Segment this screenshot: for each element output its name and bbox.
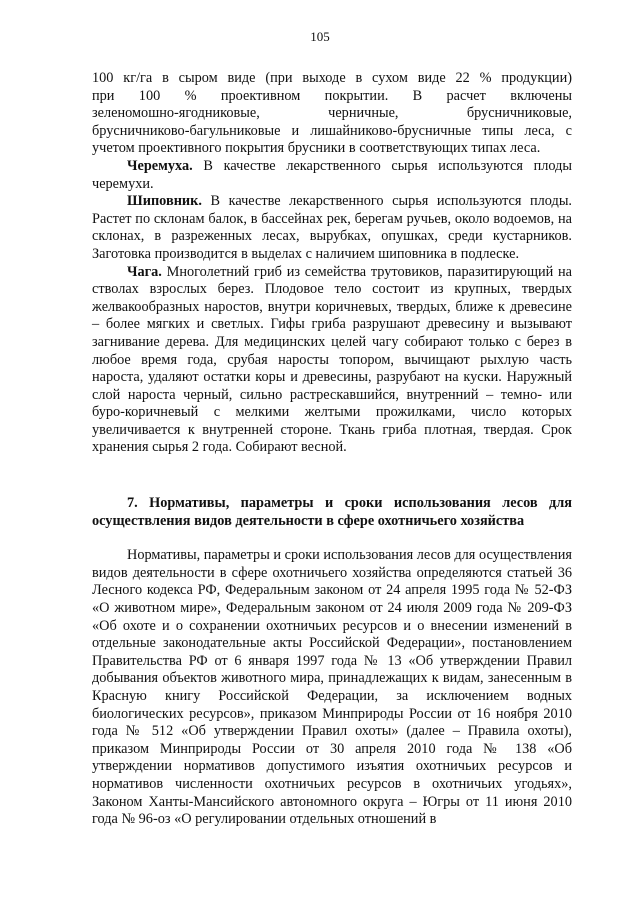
term-chaga: Чага. [127, 263, 162, 280]
text-line: при 100 % проективном покрытии. В расчет включены [92, 87, 572, 104]
paragraph-text: В качестве лекарственного сырья используются плоды. Растет по склонам балок, в бассейнах рек, берегам ручьев, около водоемов, на склонах, в разреженных лесах, вырубках, опушках, среди кустарников. Заготовка производится в выделах с наличием шиповника в подлеске. [92, 193, 572, 262]
paragraph-chaga [92, 264, 572, 458]
paragraph-shipovnik [92, 193, 572, 263]
text-line: 100 кг/га в сыром виде (при выходе в сухом виде 22 % продукции) [92, 70, 572, 86]
page-number: 105 [310, 29, 330, 44]
heading-spacer [92, 530, 572, 547]
section-spacer [92, 457, 572, 495]
text-line: зеленомошно-ягодниковые, черничные, брусничниковые, [92, 105, 572, 122]
paragraph-text: Многолетний гриб из семейства трутовиков, паразитирующий на стволах взрослых берез. Плодовое тело состоит из крупных, твердых желвакообразных наростов, внутри коричневых, твердых, ближе к древесине – более мягких и светлых. Гифы гриба разрушают древесину и вызывают загнивание дерева. Для медицинских целей чагу собирают только с берез в любое время года, срубая наросты топором, вычищают рыхлую часть нароста, удаляют остатки коры и древесины, разрубают на куски. Наружный слой нароста черный, сильно растрескавшийся, внутренний – темно- или буро-коричневый с мелкими желтыми прожилками, число которых увеличивается к внутренней стороне. Ткань гриба плотная, твердая. Срок хранения сырья 2 года. Собирают весной. [92, 263, 572, 456]
paragraph-normativy: Нормативы, параметры и сроки использования лесов для осуществления видов деятельности в сфере охотничьего хозяйства определяются статьей 36 Лесного кодекса РФ, Федеральным законом от 24 апреля 1995 года № 52-ФЗ «О животном мире», Федеральным законом от 24 июля 2009 года № 209-ФЗ «Об охоте и о сохранении охотничьих ресурсов и о внесении изменений в отдельные законодательные акты Российской Федерации», постановлением Правительства РФ от 6 января 1997 года № 13 «Об утверждении Правил добывания объектов животного мира, принадлежащих к видам, занесенным в Красную книгу Российской Федерации, за исключением водных биологических ресурсов», приказом Минприроды России от 16 ноября 2010 года № 512 «Об утверждении Правил охоты» (далее – Правила охоты), приказом Минприроды России от 30 апреля 2010 года № 138 «Об утверждении нормативов допустимого изъятия охотничьих ресурсов и нормативов численности охотничьих ресурсов в охотничьих угодьях», Законом Ханты-Мансийского автономного округа – Югры от 11 июня 2010 года № 96-оз «О регулировании отдельных отношений в [92, 547, 572, 828]
term-cheremukha: Черемуха. [127, 157, 193, 174]
text-line: учетом проективного покрытия брусники в соответствующих типах леса. [92, 140, 541, 157]
paragraph-text: В качестве лекарственного сырья используются плоды черемухи. [92, 157, 572, 192]
paragraph-intro [92, 70, 572, 158]
text-line: брусничниково-багульниковые и лишайниково-брусничные типы леса, с [92, 122, 572, 139]
section-heading: 7. Нормативы, параметры и сроки использования лесов для осуществления видов деятельности в сфере охотничьего хозяйства [92, 495, 572, 529]
paragraph-cheremukha [92, 158, 572, 193]
term-shipovnik: Шиповник. [127, 193, 202, 210]
page-body [92, 70, 572, 829]
